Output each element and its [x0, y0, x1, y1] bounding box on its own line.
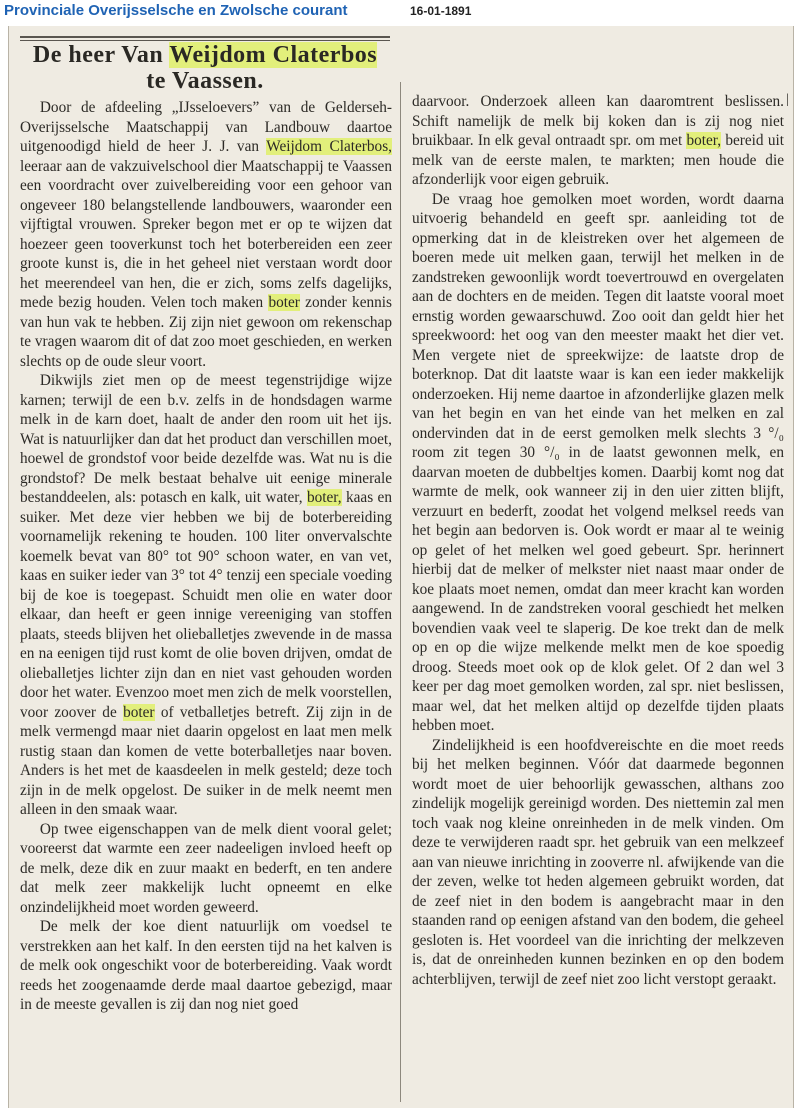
- search-highlight: boter,: [686, 132, 722, 149]
- paragraph: De vraag hoe gemolken moet worden, wordt daarna uitvoerig behandeld en geeft spr. aanleiding tot de opmerking dat in de kleistreken over het algemeen de boeren mede uit melken gaan, terwijl het melken in de zandstreken gewoonlijk wordt toevertrouwd en overgelaten aan de dochters en de meiden. Tegen dit laatste vooral moet ernstig worden gewaarschuwd. Zoo ooit dan geldt hier het spreekwoord: het oog van den meester maakt het dier vet. Men vergete niet de spreekwijze: de laatste drop de boterknop. Dat dit laatste waar is kan een ieder makkelijk onderzoeken. Hij neme daartoe in afzonderlijke glazen melk van het begin en van het einde van het melken en zal ondervinden dat in de eerst gemolken melk slechts 3 °/₀ room zit tegen 30 °/₀ in de laatst gewonnen melk, en daarvan moeten de dubbeltjes komen. Daarbij komt nog dat warmte de melk, ook wanneer zij in den uier zitten blijft, verzuurt en bederft, zoodat het volgend melksel reeds van het begin aan bedorven is. Ook wordt er maar al te weinig op gelet of het melken wel goed gebeurt. Spr. herinnert hierbij dat de melker of melkster niet naast maar onder de koe plaats moet nemen, omdat dan meer kracht kan worden aangewend. In de zandstreken vooral geschiedt het melken bovendien vaak veel te slaperig. De koe trekt dan de melk op en op die wijze melkende melkt men de koe spoedig droog. Steeds moet ook op de klok gelet. Of 2 dan wel 3 keer per dag moet gemolken worden, zal spr. niet beslissen, maar wel, dat het melken altijd op dezelfde tijden plaats hebben moet.: [412, 190, 784, 734]
- publication-date: 16-01-1891: [410, 4, 472, 18]
- search-highlight: boter: [123, 703, 155, 721]
- paragraph: Zindelijkheid is een hoofdvereischte en die moet reeds bij het melken beginnen. Vóór dat daarmede begonnen wordt moet de uier behoorlijk gewasschen, althans zoo zindelijk mogelijk gereinigd worden. Des niettemin zal men toch vaak nog kleine onreinheden in de melk vinden. Om deze te verwijderen raadt spr. het gebruik van een melkzeef aan van nieuwe inrichting in zooverre nl. afwijkende van die der zeven, welke tot heden algemeen gebruikt worden, dat de zeef niet in den bodem is aangebracht maar in den staanden rand op eenigen afstand van den bodem, die geheel gesloten is. Het voordeel van die inrichting der melkzeven is, dat de onreinheden kunnen bezinken en op den bodem achterblijven, terwijl de zeef niet zoo licht verstopt geraakt.: [412, 736, 784, 988]
- search-highlight: Weijdom Claterbos,: [266, 138, 392, 155]
- paragraph: De melk der koe dient natuurlijk om voedsel te verstrekken aan het kalf. In den eersten tijd na het kalven is de melk ook ongeschikt voor de boterbereiding. Vaak wordt reeds het zoogenaamde derde maal daartoe gebezigd, maar in de meeste gevallen is zij dan nog niet goed: [20, 918, 392, 1013]
- publication-title: Provinciale Overijsselsche en Zwolsche courant: [4, 2, 348, 19]
- clipping-header: [0, 0, 800, 24]
- headline-text: De heer Van: [32, 42, 170, 68]
- column-left: [20, 98, 392, 1015]
- paragraph: Dikwijls ziet men op de meest tegenstrijdige wijze karnen; terwijl de een b.v. zelfs in de hondsdagen warme melk in de karn doet, haalt de ander den room uit het ijs. Wat is natuurlijker dan dat het product dan verschillen moet, hoewel de grondstof voor beide dezelfde was. Wat nu is die grondstof? De melk bestaat behalve uit eenige minerale bestanddeelen, als: potasch en kalk, uit water, boter, kaas en suiker. Met deze vier hebben we bij de boterbereiding voornamelijk rekening te houden. 100 liter onvervalschte koemelk bevat van 80° tot 90° schoon water, en van vet, kaas en suiker ieder van 3° tot 4° tenzij een speciale voeding bij de koe is toegepast. Schuidt men olie en water door elkaar, dan heeft er geen innige vereeniging van stoffen plaats, steeds blijven het olieballetjes zwevende in de massa en na eenigen tijd rust komt de olie boven drijven, omdat de olieballetjes lichter zijn dan en niet vast gehouden worden door het water. Evenzoo moet men zich de melk voorstellen, voor zoover de boter of vetballetjes betreft. Zij zijn in de melk vermengd maar niet daarin opgelost en laat men melk rustig staan dan komen de vette boterballetjes naar boven. Anders is het met de kaasdeelen in melk gesteld; deze toch zijn in de melk opgelost. De suiker in de melk neemt men alleen in den smaak waar.: [20, 372, 392, 818]
- paragraph: daarvoor. Onderzoek alleen kan daaromtrent beslissen. Schift namelijk de melk bij koken dan is zij nog niet bruikbaar. In elk geval ontraadt spr. om met boter, bereid uit melk van de eerste malen, te markten; men houde die afzonderlijk voor eigen gebruik.: [412, 93, 784, 188]
- article-headline-line2: te Vaassen.: [146, 68, 264, 94]
- column-divider: [400, 82, 401, 1102]
- headline-highlight: Weijdom Claterbos: [169, 42, 378, 68]
- top-rule: [20, 36, 390, 38]
- search-highlight: boter: [268, 294, 300, 311]
- column-right: [412, 92, 784, 989]
- search-highlight: boter,: [306, 489, 342, 506]
- paragraph: Op twee eigenschappen van de melk dient vooral gelet; vooreerst dat warmte een zeer nadeeligen invloed heeft op de melk, deze dik en zuur maakt en bederft, en ten andere dat melk zeer makkelijk lucht opneemt en elke onzindelijkheid moet worden geweerd.: [20, 820, 392, 916]
- edge-mark: |: [786, 92, 789, 107]
- paragraph: Door de afdeeling „IJsseloevers” van de Gelderseh-Overijsselsche Maatschappij van Landbouw daartoe uitgenoodigd hield de heer J. J. van Weijdom Claterbos, leeraar aan de vakzuivelschool dier Maatschappij te Vaassen een voordracht over zuivelbereiding voor een gehoor van ongeveer 180 belangstellende landbouwers, waaronder een vijftigtal vrouwen. Spreker begon met er op te wijzen dat hoezeer geen tooverkunst toch het boterbereiden een zeer groote kunst is, die in het geheel niet verstaan wordt door het meerendeel van hen, die er zich, soms zelfs dagelijks, mede bezig houden. Velen toch maken boter zonder kennis van hun vak te hebben. Zij zijn niet gewoon om rekenschap te vragen waarom dit of dat zoo moet geschieden, en werken slechts op de oude sleur voort.: [20, 99, 392, 370]
